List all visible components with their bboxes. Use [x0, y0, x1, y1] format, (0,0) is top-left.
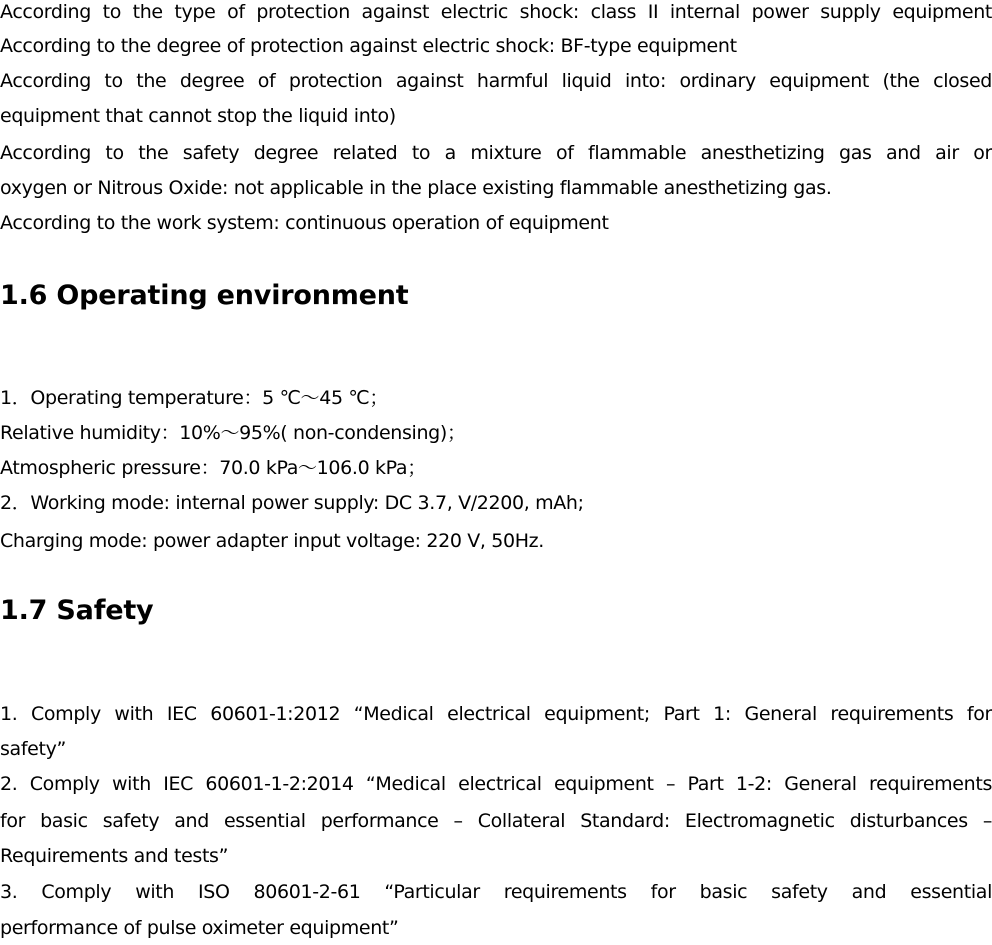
classification-shock-type: According to the type of protection against electric shock: class II internal power supply equipment — [0, 1, 992, 23]
env-atmospheric-pressure: Atmospheric pressure：70.0 kPa～106.0 kPa； — [0, 457, 426, 479]
env-charging-mode: Charging mode: power adapter input voltage: 220 V, 50Hz. — [0, 530, 544, 552]
classification-liquid-line1: According to the degree of protection against harmful liquid into: ordinary equipment (the closed — [0, 70, 992, 92]
classification-anesthetic-line2: oxygen or Nitrous Oxide: not applicable in the place existing flammable anesthetizing gas. — [0, 177, 832, 199]
env-relative-humidity: Relative humidity：10%～95%( non-condensing)； — [0, 422, 466, 444]
env-working-mode: 2．Working mode: internal power supply: DC 3.7, V/2200, mAh; — [0, 492, 584, 514]
classification-shock-degree: According to the degree of protection against electric shock: BF-type equipment — [0, 35, 737, 57]
env-operating-temperature: 1．Operating temperature：5 ℃～45 ℃； — [0, 387, 389, 409]
safety-item3-line2: performance of pulse oximeter equipment” — [0, 917, 399, 939]
classification-work-system: According to the work system: continuous operation of equipment — [0, 212, 609, 234]
section-heading-safety: 1.7 Safety — [0, 595, 154, 626]
safety-item1-line2: safety” — [0, 738, 67, 760]
section-heading-operating-environment: 1.6 Operating environment — [0, 280, 409, 311]
safety-item2-line1: 2. Comply with IEC 60601-1-2:2014 “Medical electrical equipment – Part 1-2: General requirements — [0, 773, 992, 795]
safety-item3-line1: 3. Comply with ISO 80601-2-61 “Particular requirements for basic safety and essential — [0, 881, 992, 903]
safety-item2-line3: Requirements and tests” — [0, 845, 229, 867]
classification-anesthetic-line1: According to the safety degree related to a mixture of flammable anesthetizing gas and air or — [0, 142, 992, 164]
safety-item1-line1: 1. Comply with IEC 60601-1:2012 “Medical electrical equipment; Part 1: General requirements for — [0, 703, 992, 725]
classification-liquid-line2: equipment that cannot stop the liquid into) — [0, 105, 396, 127]
safety-item2-line2: for basic safety and essential performance – Collateral Standard: Electromagnetic disturbances – — [0, 810, 992, 832]
